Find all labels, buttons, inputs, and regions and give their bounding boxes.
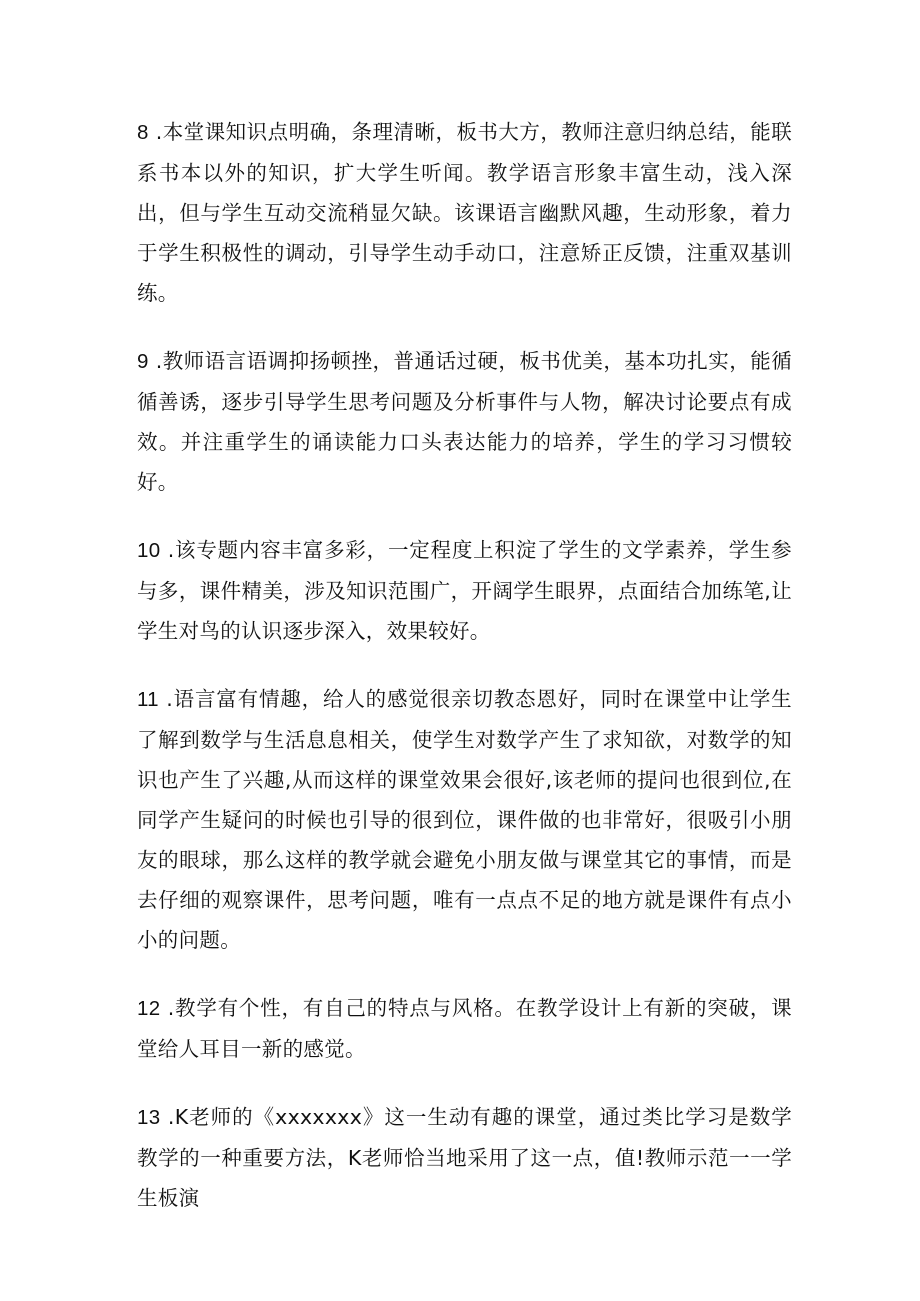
paragraph-number: 10	[137, 539, 161, 562]
paragraph-13	[137, 1097, 792, 1218]
paragraph-text: .教学有个性，有自己的特点与风格。在教学设计上有新的突破，课堂给人耳目一新的感觉。	[137, 996, 792, 1061]
paragraph-number: 9	[137, 350, 149, 373]
paragraph-number: 13	[137, 1106, 161, 1129]
paragraph-text: .K老师的《xxxxxxx》这一生动有趣的课堂，通过类比学习是数学教学的一种重要方法，K老师恰当地采用了这一点，值!教师示范一一学生板演	[137, 1105, 792, 1210]
paragraph-12	[137, 988, 792, 1069]
paragraph-text: .该专题内容丰富多彩，一定程度上积淀了学生的文学素养，学生参与多，课件精美，涉及知识范围广，开阔学生眼界，点面结合加练笔,让学生对鸟的认识逐步深入，效果较好。	[137, 538, 792, 643]
paragraph-11	[137, 679, 792, 960]
paragraph-number: 8	[137, 121, 149, 144]
paragraph-9	[137, 341, 792, 502]
paragraph-text: .语言富有情趣，给人的感觉很亲切教态恩好，同时在课堂中让学生了解到数学与生活息息相关，使学生对数学产生了求知欲，对数学的知识也产生了兴趣,从而这样的课堂效果会很好,该老师的提问也很到位,在同学产生疑问的时候也引导的很到位，课件做的也非常好，很吸引小朋友的眼球，那么这样的教学就会避免小朋友做与课堂其它的事情，而是去仔细的观察课件，思考问题，唯有一点点不足的地方就是课件有点小小的问题。	[137, 687, 792, 952]
paragraph-number: 12	[137, 997, 161, 1020]
paragraph-text: .教师语言语调抑扬顿挫，普通话过硬，板书优美，基本功扎实，能循循善诱，逐步引导学生思考问题及分析事件与人物，解决讨论要点有成效。并注重学生的诵读能力口头表达能力的培养，学生的学习习惯较好。	[137, 349, 792, 494]
paragraph-10	[137, 530, 792, 651]
paragraph-number: 11	[137, 688, 159, 711]
paragraph-8	[137, 112, 792, 313]
paragraph-text: .本堂课知识点明确，条理清晰，板书大方，教师注意归纳总结，能联系书本以外的知识，扩大学生听闻。教学语言形象丰富生动，浅入深出，但与学生互动交流稍显欠缺。该课语言幽默风趣，生动形象，着力于学生积极性的调动，引导学生动手动口，注意矫正反馈，注重双基训练。	[137, 120, 792, 305]
document-body	[137, 112, 792, 1246]
